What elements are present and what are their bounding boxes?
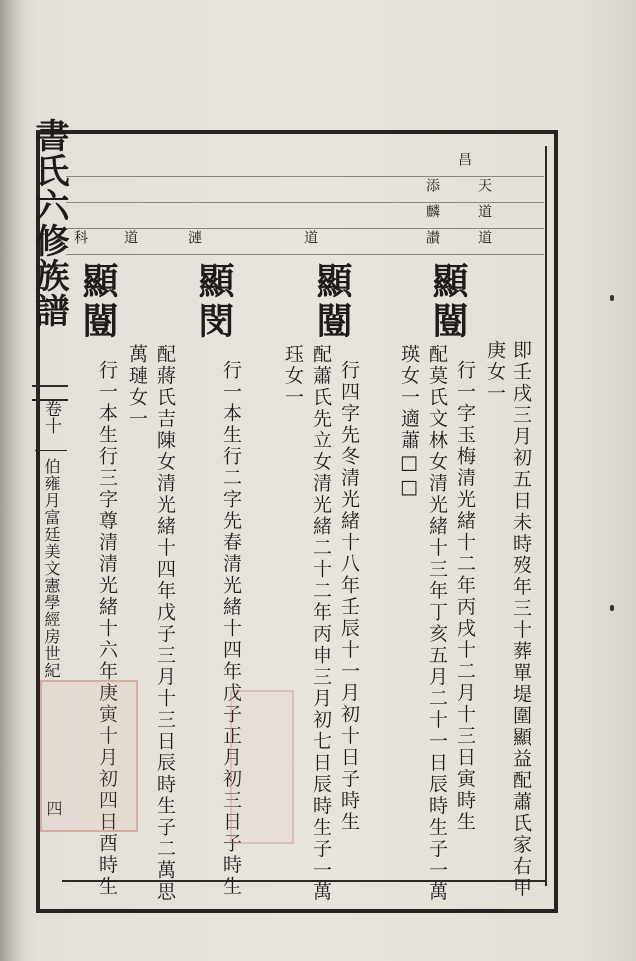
entry-line: 行一本生行三字尊清清光緒十六年庚寅十月初四日酉時生 (96, 360, 118, 898)
generation-label: 道 (122, 230, 138, 244)
red-seal-stamp (230, 690, 294, 844)
entry-line: 配蔣氏吉陳女清光緒十四年戊子三月十三日辰時生子二萬思 (154, 344, 176, 903)
entry-line: 配莫氏文林女清光緒十三年丁亥五月二十一日辰時生子一萬 (426, 344, 448, 903)
generation-label: 麟 (424, 204, 440, 218)
section-title: 伯雍月富廷美文憲學經房世紀 (42, 458, 61, 679)
person-name: 顯闓 (311, 262, 353, 342)
generation-row (66, 228, 544, 255)
binding-shadow (0, 0, 24, 961)
generation-label: 昌 (456, 152, 472, 166)
generation-label: 添 (424, 178, 440, 192)
entry-line: 珏女一 (282, 344, 304, 409)
book-title: 書氏六修族譜 (29, 118, 69, 328)
entry-line: 萬璉女一 (126, 344, 148, 430)
generation-label: 讃 (424, 230, 440, 244)
continuation-line: 即壬戌三月初五日未時歿年三十葬單堤圍顯益配蕭氏家右甲 (510, 340, 532, 899)
generation-label: 漣 (186, 230, 202, 244)
frame-bottom-rule (62, 880, 546, 882)
entry-line: 行一字玉梅清光緒十二年丙戌十二月十三日寅時生 (454, 360, 476, 833)
binding-hole (610, 605, 614, 611)
entry-line: 行四字先冬清光緒十八年壬辰十一月初十日子時生 (338, 360, 360, 833)
entry-line: 行一本生行二字先春清光緒十四年戊子正月初三日子時生 (220, 360, 242, 898)
juan-rule (35, 450, 67, 451)
person-name: 顯闓 (427, 262, 469, 342)
generation-label: 科 (72, 230, 88, 244)
continuation-line: 庚女一 (484, 340, 506, 405)
generation-label: 道 (302, 230, 318, 244)
binding-hole (610, 295, 614, 301)
generation-row (66, 202, 544, 229)
generation-row (66, 176, 544, 203)
page-number: 四 (44, 800, 63, 816)
generation-label: 天 (476, 178, 492, 192)
person-name: 顯閔 (193, 262, 235, 342)
entry-line: 瑛女一適蕭□□ (398, 344, 420, 501)
generation-label: 道 (476, 204, 492, 218)
generation-label: 道 (476, 230, 492, 244)
fishtail-mark (32, 385, 68, 401)
frame-inner-rule (545, 146, 547, 886)
book-title-column (28, 118, 70, 378)
red-seal-stamp (40, 680, 138, 832)
juan-number: 卷十 (41, 400, 61, 434)
person-name: 顯闓 (77, 262, 119, 342)
entry-line: 配蕭氏先立女清光緒二十二年丙申三月初七日辰時生子一萬 (310, 344, 332, 903)
generation-row (66, 150, 544, 177)
